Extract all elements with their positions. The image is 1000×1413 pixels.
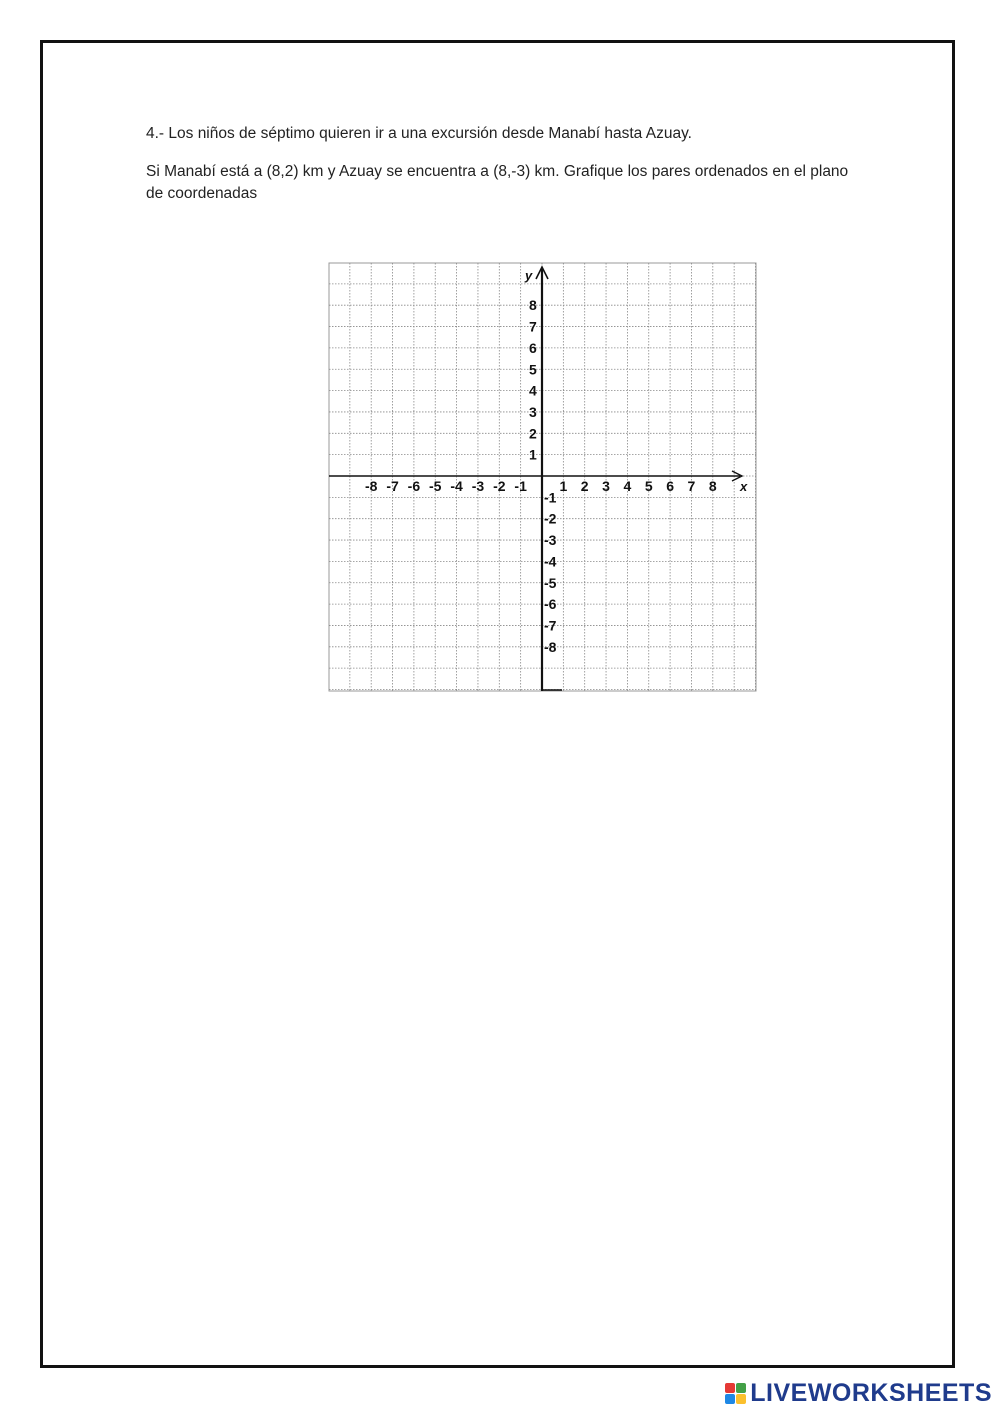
x-tick-label: 3 bbox=[602, 478, 610, 494]
logo-square-3 bbox=[736, 1394, 746, 1404]
liveworksheets-logo bbox=[725, 1378, 992, 1408]
logo-square-1 bbox=[736, 1383, 746, 1393]
x-tick-label: 6 bbox=[666, 478, 674, 494]
x-tick-label: -1 bbox=[514, 478, 527, 494]
x-tick-label: -4 bbox=[450, 478, 463, 494]
x-tick-label: 4 bbox=[623, 478, 632, 494]
y-tick-label: -8 bbox=[544, 638, 557, 655]
y-tick-label: 3 bbox=[529, 403, 537, 420]
y-tick-label: 2 bbox=[529, 425, 537, 442]
coordinate-plane[interactable] bbox=[329, 263, 756, 691]
tick-labels bbox=[365, 268, 748, 655]
y-tick-label: 4 bbox=[529, 382, 537, 399]
y-tick-label: 6 bbox=[529, 339, 537, 356]
y-tick-label: 1 bbox=[529, 446, 537, 463]
x-tick-label: 1 bbox=[559, 478, 568, 494]
worksheet-page bbox=[40, 40, 955, 1368]
y-tick-label: -5 bbox=[544, 574, 557, 591]
y-tick-label: -7 bbox=[544, 617, 557, 634]
x-tick-label: -3 bbox=[471, 478, 485, 494]
x-tick-label: -8 bbox=[364, 478, 378, 494]
y-axis-label: y bbox=[525, 268, 533, 283]
y-tick-label: 5 bbox=[529, 361, 537, 378]
x-tick-label: 7 bbox=[687, 478, 696, 494]
x-tick-label: 2 bbox=[580, 478, 589, 494]
x-tick-label: -2 bbox=[493, 478, 506, 494]
question-title: 4.- Los niños de séptimo quieren ir a una excursión desde Manabí hasta Azuay. bbox=[146, 125, 692, 142]
x-tick-label: -7 bbox=[386, 478, 399, 494]
y-tick-label: -2 bbox=[544, 510, 557, 527]
x-tick-label: 8 bbox=[708, 478, 717, 494]
y-tick-label: -6 bbox=[544, 596, 557, 613]
y-tick-label: 8 bbox=[529, 297, 537, 314]
x-tick-label: 5 bbox=[644, 478, 653, 494]
y-tick-label: -3 bbox=[544, 532, 557, 549]
x-tick-label: -6 bbox=[407, 478, 421, 494]
x-tick-label: -5 bbox=[429, 478, 442, 494]
logo-square-0 bbox=[725, 1383, 735, 1393]
y-tick-label: 7 bbox=[529, 318, 537, 335]
x-axis-label: x bbox=[740, 479, 748, 494]
brand-name: LIVEWORKSHEETS bbox=[750, 1378, 992, 1407]
logo-mark-icon bbox=[725, 1383, 746, 1404]
y-tick-label: -1 bbox=[544, 489, 557, 506]
logo-square-2 bbox=[725, 1394, 735, 1404]
question-body: Si Manabí está a (8,2) km y Azuay se encuentra a (8,-3) km. Grafique los pares ordenados en el plano de coordenadas bbox=[146, 163, 849, 202]
y-tick-label: -4 bbox=[544, 553, 557, 570]
